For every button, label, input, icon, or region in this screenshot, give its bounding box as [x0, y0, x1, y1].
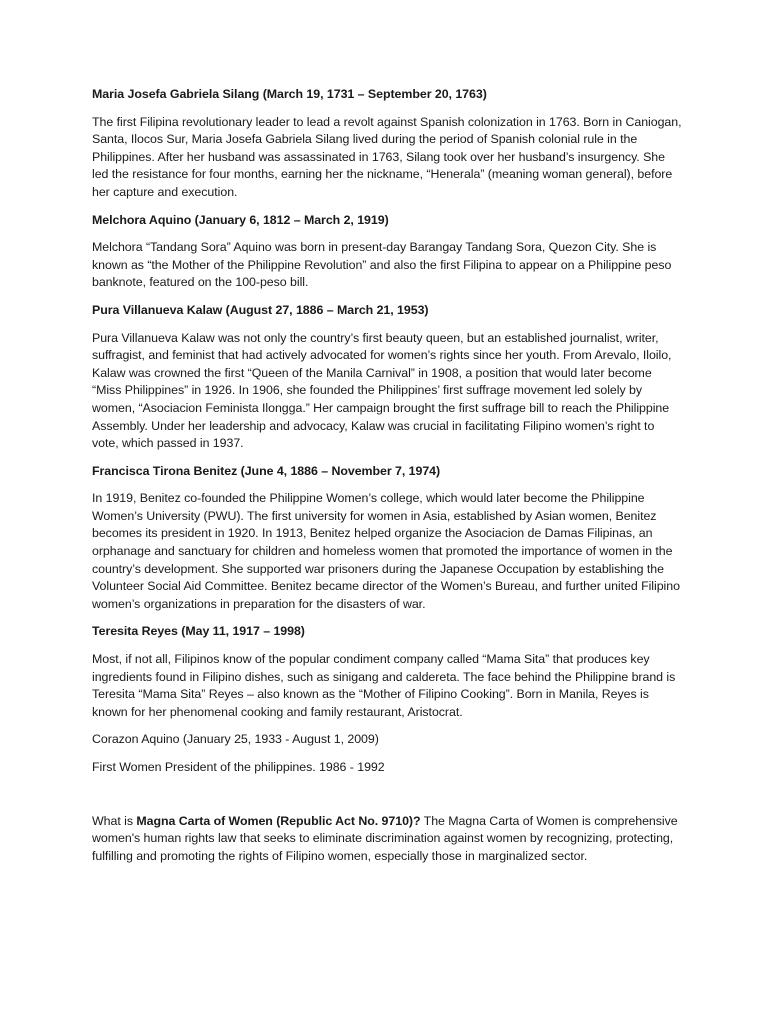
section-heading-benitez: Francisca Tirona Benitez (June 4, 1886 – November 7, 1974): [92, 463, 441, 478]
magna-carta-paragraph: [92, 813, 682, 866]
section-heading-aquino-melchora: Melchora Aquino (January 6, 1812 – March 2, 1919): [92, 212, 389, 227]
section-body-kalaw: Pura Villanueva Kalaw was not only the country’s first beauty queen, but an established journalist, writer, suffragist, and feminist that had actively advocated for women’s rights since her youth. From Arevalo, Iloilo, Kalaw was crowned the first “Queen of the Manila Carnival” in 1908, a position that would later become “Miss Philippines” in 1926. In 1906, she founded the Philippines’ first suffrage movement led solely by women, “Asociacion Feminista Ilongga.” Her campaign brought the first suffrage bill to reach the Philippine Assembly. Under her leadership and advocacy, Kalaw was crucial in facilitating Filipino women’s right to vote, which passed in 1937.: [92, 330, 672, 451]
section-heading-aquino-corazon: Corazon Aquino (January 25, 1933 - August 1, 2009): [92, 732, 379, 747]
section-heading-reyes: Teresita Reyes (May 11, 1917 – 1998): [92, 624, 305, 639]
magna-carta-description: The Magna Carta of Women is comprehensive women's human rights law that seeks to eliminate discrimination against women by recognizing, protecting, fulfilling and promoting the rights of Filipino women, especially those in marginalized sector.: [92, 813, 678, 863]
magna-carta-lead: What is: [92, 813, 137, 828]
section-body-reyes: Most, if not all, Filipinos know of the popular condiment company called “Mama Sita” that produces key ingredients found in Filipino dishes, such as sinigang and caldereta. The face behind the Philippine brand is Teresita “Mama Sita” Reyes – also known as the “Mother of Filipino Cooking”. Born in Manila, Reyes is known for her phenomenal cooking and family restaurant, Aristocrat.: [92, 652, 676, 719]
section-heading-kalaw: Pura Villanueva Kalaw (August 27, 1886 – March 21, 1953): [92, 302, 429, 317]
magna-carta-title: Magna Carta of Women (Republic Act No. 9710)?: [136, 813, 421, 828]
section-heading-silang: Maria Josefa Gabriela Silang (March 19, 1731 – September 20, 1763): [92, 87, 487, 101]
document-page: [92, 86, 682, 875]
section-body-aquino-corazon: First Women President of the philippines. 1986 - 1992: [92, 760, 385, 774]
section-body-aquino-melchora: Melchora “Tandang Sora” Aquino was born in present-day Barangay Tandang Sora, Quezon City. She is known as “the Mother of the Philippine Revolution” and also the first Filipina to appear on a Philippine peso banknote, featured on the 100-peso bill.: [92, 240, 672, 290]
spacer: [92, 787, 682, 813]
section-body-silang: The first Filipina revolutionary leader to lead a revolt against Spanish colonization in 1763. Born in Caniogan, Santa, Ilocos Sur, Maria Josefa Gabriela Silang lived during the period of Spanish colonial rule in the Philippines. After her husband was assassinated in 1763, Silang took over her husband’s insurgency. She led the resistance for four months, earning her the nickname, “Henerala” (meaning woman general), before her capture and execution.: [92, 114, 682, 199]
section-body-benitez: In 1919, Benitez co-founded the Philippine Women’s college, which would later become the Philippine Women’s University (PWU). The first university for women in Asia, established by Asian women, Benitez becomes its president in 1920. In 1913, Benitez helped organize the Asociacion de Damas Filipinas, an orphanage and sanctuary for children and homeless women that promoted the importance of women in the country’s development. She supported war prisoners during the Japanese Occupation by establishing the Volunteer Social Aid Committee. Benitez became director of the Women’s Bureau, and further united Filipino women’s organizations in preparation for the disasters of war.: [92, 491, 680, 611]
